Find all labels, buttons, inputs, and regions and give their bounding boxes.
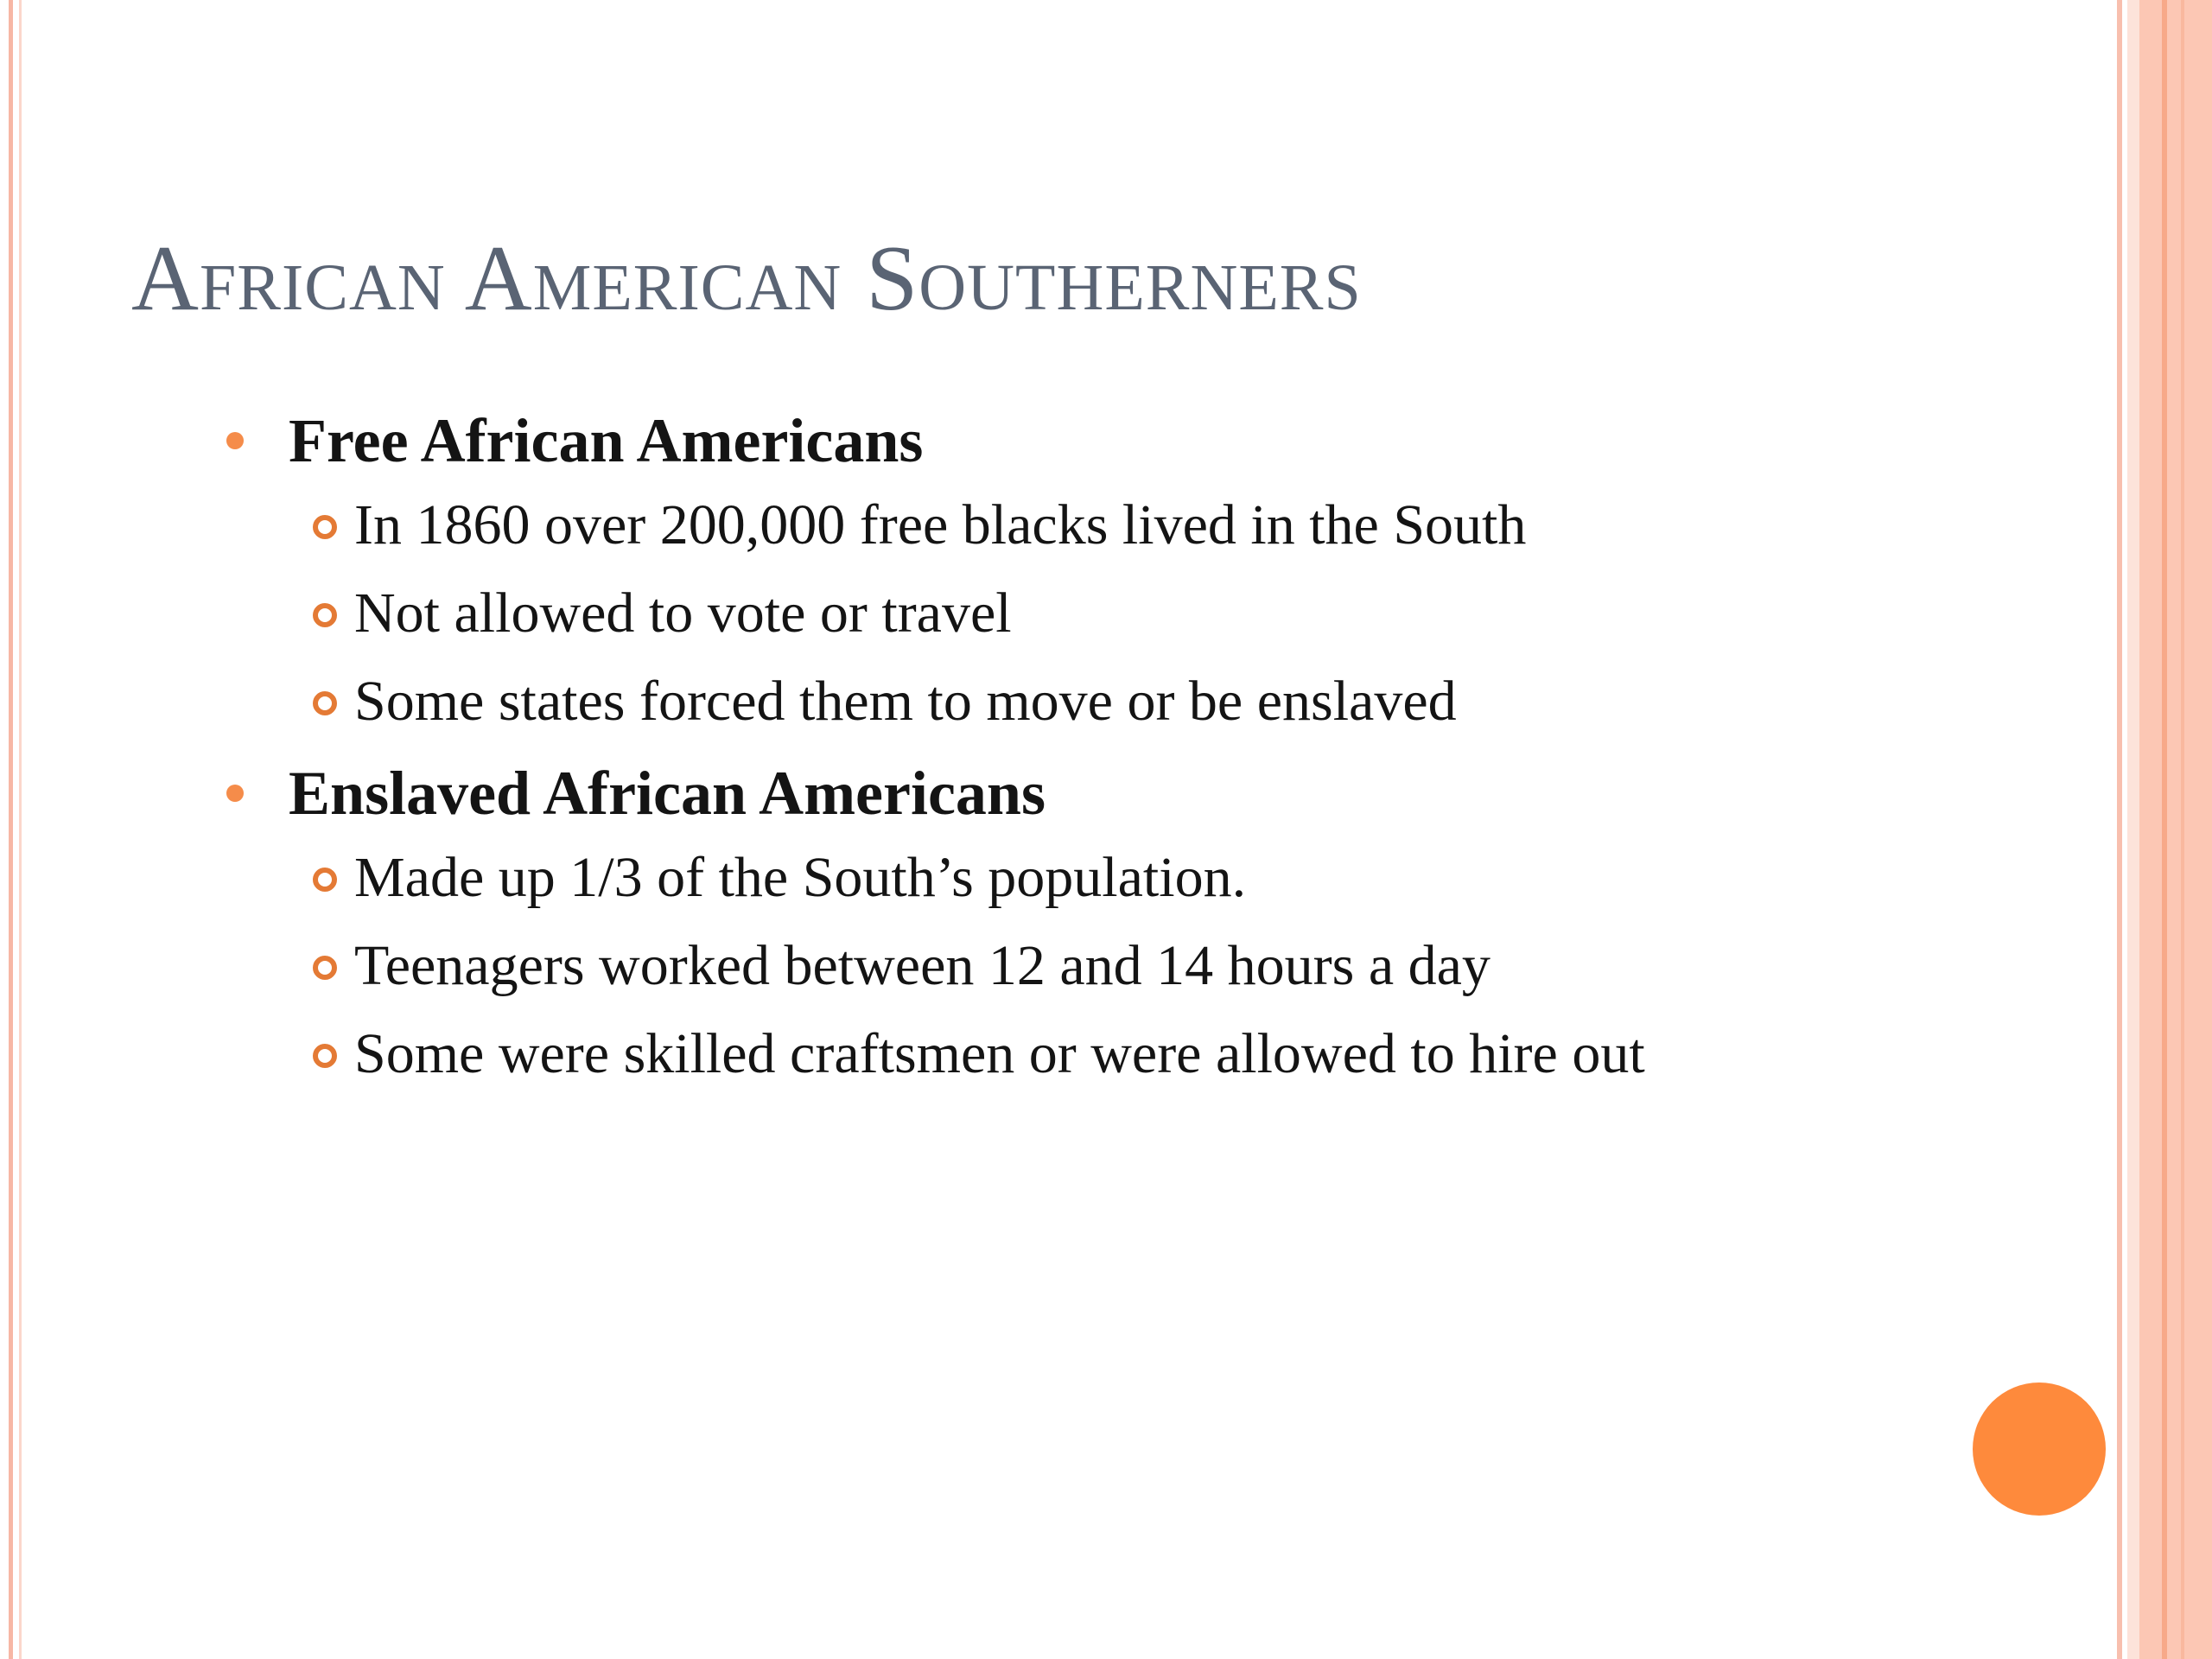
ring-bullet-icon	[313, 1044, 337, 1068]
right-border-block	[2139, 0, 2212, 1659]
section-heading-enslaved	[216, 752, 1944, 835]
accent-circle	[1973, 1382, 2106, 1516]
list-item	[216, 840, 1944, 916]
list-item	[216, 664, 1944, 740]
list-item-text: Teenagers worked between 12 and 14 hours a day	[354, 934, 1491, 997]
bullet-dot-icon	[226, 785, 244, 802]
list-item-text: Made up 1/3 of the South’s population.	[354, 846, 1247, 909]
ring-bullet-icon	[313, 515, 337, 539]
list-item	[216, 928, 1944, 1004]
slide-title: African American Southerners	[131, 227, 1362, 330]
ring-bullet-icon	[313, 868, 337, 892]
bullet-dot-icon	[226, 432, 244, 449]
right-border-stripe	[2162, 0, 2167, 1659]
sub-list-free	[216, 487, 1944, 740]
ring-bullet-icon	[313, 956, 337, 980]
right-border-stripe-2	[2181, 0, 2184, 1659]
ring-bullet-icon	[313, 691, 337, 715]
list-item	[216, 1016, 1996, 1092]
section-heading-label: Free African Americans	[289, 406, 924, 475]
list-item-text: In 1860 over 200,000 free blacks lived in the South	[354, 493, 1527, 556]
list-item-text: Not allowed to vote or travel	[354, 582, 1012, 645]
list-item	[216, 487, 1944, 563]
list-item-text: Some states forced them to move or be enslaved	[354, 670, 1457, 733]
left-border-line-inner	[19, 0, 22, 1659]
right-border-line	[2117, 0, 2122, 1659]
left-border-line	[9, 0, 13, 1659]
list-item	[216, 575, 1944, 652]
right-border-gap	[2127, 0, 2139, 1659]
sub-list-enslaved	[216, 840, 1944, 1092]
section-heading-label: Enslaved African Americans	[289, 759, 1046, 828]
section-heading-free	[216, 399, 1944, 482]
slide-content	[216, 399, 1944, 1104]
list-item-text: Some were skilled craftsmen or were allowed to hire out	[354, 1022, 1645, 1085]
ring-bullet-icon	[313, 603, 337, 627]
